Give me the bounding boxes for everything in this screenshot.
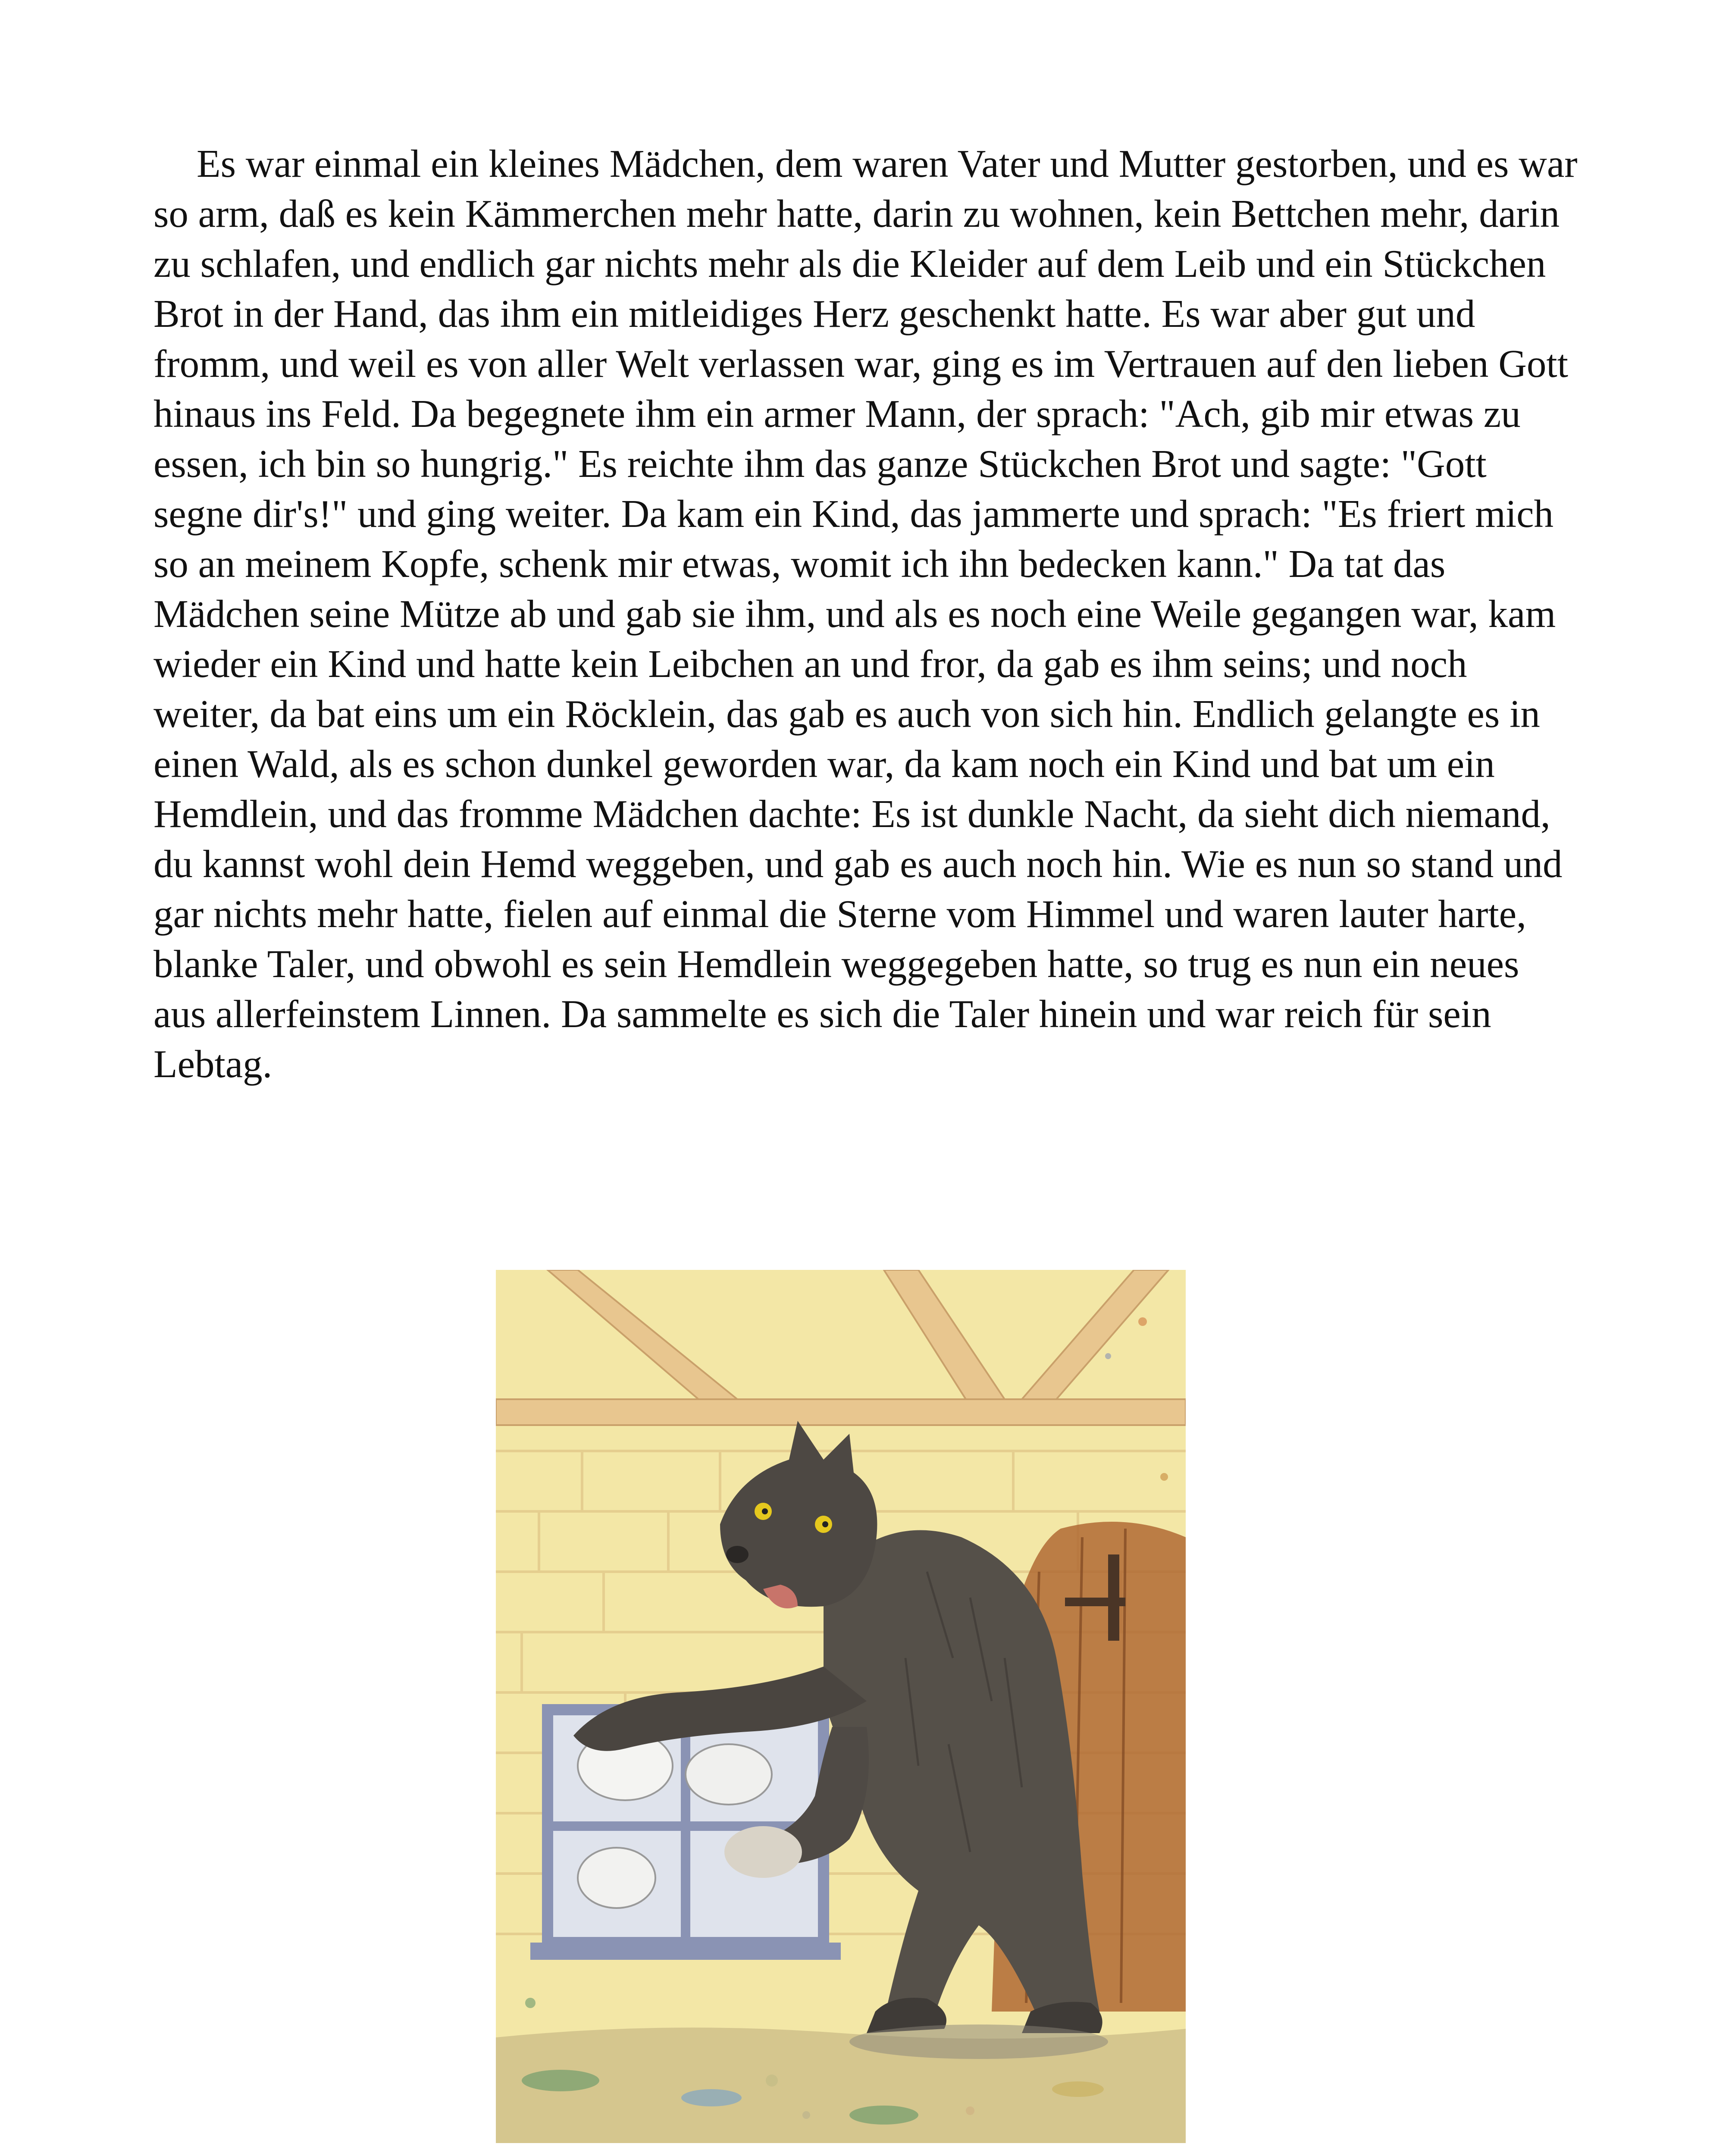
wolf-at-window-illustration xyxy=(496,1270,1186,2143)
story-paragraph: Es war einmal ein kleines Mädchen, dem waren Vater und Mutter gestorben, und es war so arm, daß es kein Kämmerchen mehr hatte, darin zu wohnen, kein Bettchen mehr, darin zu schlafen, und endlich gar nichts mehr als die Kleider auf dem Leib und ein Stückchen Brot in der Hand, das ihm ein mitleidiges Herz geschenkt hatte. Es war aber gut und fromm, und weil es von aller Welt verlassen war, ging es im Vertrauen auf den lieben Gott hinaus ins Feld. Da begegnete ihm ein armer Mann, der sprach: "Ach, gib mir etwas zu essen, ich bin so hungrig." Es reichte ihm das ganze Stückchen Brot und sagte: "Gott segne dir's!" und ging weiter. Da kam ein Kind, das jammerte und sprach: "Es friert mich so an meinem Kopfe, schenk mir etwas, womit ich ihn bedecken kann." Da tat das Mädchen seine Mütze ab und gab sie ihm, und als es noch eine Weile gegangen war, kam wieder ein Kind und hatte kein Leibchen an und fror, da gab es ihm seins; und noch weiter, da bat eins um ein Röcklein, das gab es auch von sich hin. Endlich gelangte es in einen Wald, als es schon dunkel geworden war, da kam noch ein Kind und bat um ein Hemdlein, und das fromme Mädchen dachte: Es ist dunkle Nacht, da sieht dich niemand, du kannst wohl dein Hemd weggeben, und gab es auch noch hin. Wie es nun so stand und gar nichts mehr hatte, fielen auf einmal die Sterne vom Himmel und waren lauter harte, blanke Taler, und obwohl es sein Hemdlein weggegeben hatte, so trug es nun ein neues aus allerfeinstem Linnen. Da sammelte es sich die Taler hinein und war reich für sein Lebtag. xyxy=(153,142,1578,1086)
illustration-svg xyxy=(496,1270,1186,2143)
wolf-shadow xyxy=(849,2024,1108,2059)
